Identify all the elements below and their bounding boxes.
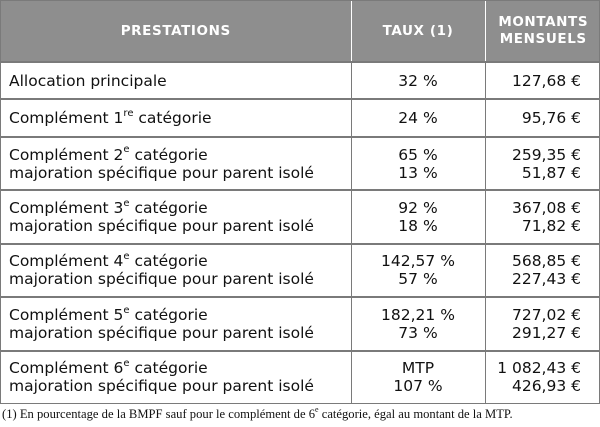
label-line	[9, 306, 351, 324]
label-superscript: e	[123, 197, 130, 209]
rate-sub: 13 %	[398, 163, 438, 182]
label-superscript: e	[123, 251, 130, 263]
row-rate	[351, 244, 485, 297]
row-label: Allocation principale	[1, 62, 351, 99]
table-row	[1, 62, 600, 99]
amount-main: 568,85 €	[511, 252, 581, 271]
row-label	[1, 137, 351, 190]
row-label	[1, 351, 351, 403]
row-amount: 127,68 €	[485, 62, 600, 99]
row-rate	[351, 137, 485, 190]
row-rate	[351, 297, 485, 350]
label-superscript: e	[123, 304, 130, 316]
benefits-table	[1, 1, 600, 403]
row-label	[1, 244, 351, 297]
label-main: Complément 6	[9, 359, 124, 378]
label-superscript: e	[123, 358, 130, 370]
label-main: Complément 1	[9, 109, 124, 128]
header-montants	[485, 1, 600, 62]
row-label	[1, 297, 351, 350]
label-main: Complément 5	[9, 305, 124, 324]
rate-main: 65 %	[398, 145, 438, 164]
table-body	[1, 62, 600, 403]
rate-main: 182,21 %	[381, 305, 455, 324]
label-line	[9, 359, 351, 377]
label-suffix: catégorie	[129, 252, 208, 271]
rate-main: 92 %	[398, 198, 438, 217]
label-suffix: catégorie	[129, 359, 208, 378]
row-label	[1, 99, 351, 136]
label-suffix: catégorie	[129, 198, 208, 217]
rate-sub: 18 %	[398, 216, 438, 235]
row-amount	[485, 244, 600, 297]
row-amount	[485, 190, 600, 243]
row-rate: 24 %	[351, 99, 485, 136]
rate-sub: 57 %	[398, 270, 438, 289]
rate-sub: 107 %	[393, 377, 443, 396]
row-amount: 95,76 €	[485, 99, 600, 136]
label-suffix: catégorie	[129, 305, 208, 324]
rate-main: MTP	[401, 359, 435, 378]
label-main: Complément 4	[9, 252, 124, 271]
header-taux: TAUX (1)	[351, 1, 485, 62]
footnote	[2, 404, 598, 422]
footnote-superscript: e	[315, 404, 319, 414]
sub-label: majoration spécifique pour parent isolé	[9, 163, 314, 182]
rate-main: 142,57 %	[381, 252, 455, 271]
amount-sub: 426,93 €	[511, 377, 581, 396]
amount-sub: 51,87 €	[521, 163, 581, 182]
header-montants-line2: MENSUELS	[499, 31, 587, 47]
row-amount	[485, 297, 600, 350]
row-rate	[351, 351, 485, 403]
header-row	[1, 1, 600, 62]
amount-main: 727,02 €	[511, 305, 581, 324]
table-row	[1, 297, 600, 350]
footnote-text: (1) En pourcentage de la BMPF sauf pour le complément de 6	[2, 407, 316, 421]
label-line	[9, 146, 351, 164]
rate-sub: 73 %	[398, 323, 438, 342]
label-superscript: e	[123, 144, 130, 156]
row-amount	[485, 137, 600, 190]
amount-sub: 71,82 €	[521, 216, 581, 235]
table-row	[1, 99, 600, 136]
table-row	[1, 137, 600, 190]
label-main: Complément 2	[9, 145, 124, 164]
sub-label: majoration spécifique pour parent isolé	[9, 270, 314, 289]
table-row	[1, 351, 600, 403]
amount-main: 367,08 €	[511, 198, 581, 217]
amount-main: 259,35 €	[511, 145, 581, 164]
footnote-suffix: catégorie, égal au montant de la MTP.	[318, 407, 513, 421]
label-suffix: catégorie	[129, 145, 208, 164]
row-rate: 32 %	[351, 62, 485, 99]
row-amount	[485, 351, 600, 403]
header-montants-line1: MONTANTS	[498, 14, 589, 30]
table-row	[1, 244, 600, 297]
row-rate	[351, 190, 485, 243]
amount-sub: 227,43 €	[511, 270, 581, 289]
sub-label: majoration spécifique pour parent isolé	[9, 377, 314, 396]
amount-sub: 291,27 €	[511, 323, 581, 342]
header-prestations: PRESTATIONS	[1, 1, 351, 62]
label-superscript: re	[123, 107, 134, 119]
label-suffix: catégorie	[133, 109, 212, 128]
sub-label: majoration spécifique pour parent isolé	[9, 323, 314, 342]
label-line	[9, 199, 351, 217]
sub-label: majoration spécifique pour parent isolé	[9, 216, 314, 235]
label-line	[9, 252, 351, 270]
label-main: Complément 3	[9, 198, 124, 217]
table-header	[1, 1, 600, 62]
amount-main: 1 082,43 €	[497, 359, 581, 378]
row-label	[1, 190, 351, 243]
table-row	[1, 190, 600, 243]
